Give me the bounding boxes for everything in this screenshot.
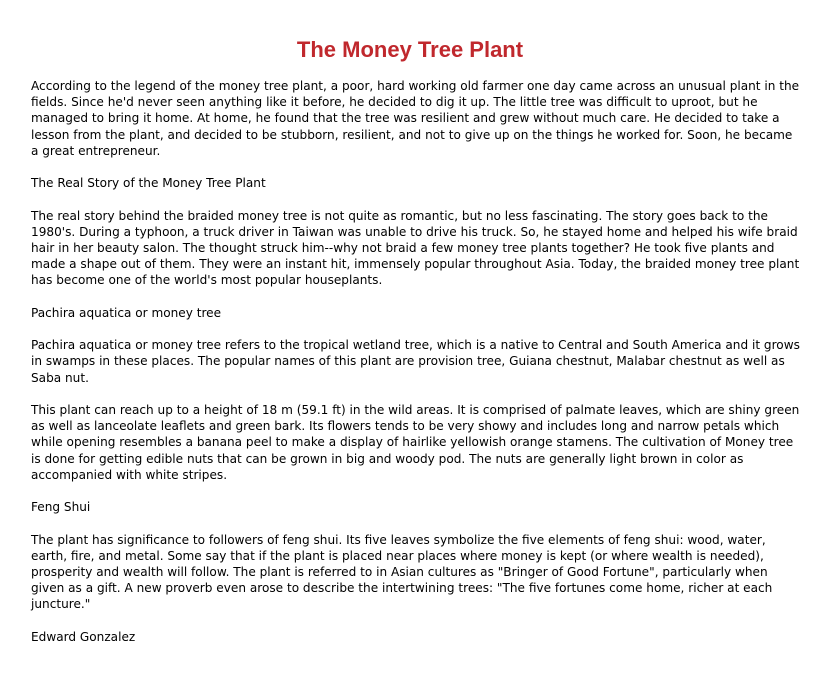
section-heading-feng-shui: Feng Shui (31, 500, 91, 515)
author-name: Edward Gonzalez (31, 629, 136, 644)
section-heading-pachira: Pachira aquatica or money tree (31, 305, 222, 320)
pachira-paragraph-1: Pachira aquatica or money tree refers to the tropical wetland tree, which is a native to Central and South America and it grows in swamps in these places. The popular names of this plant are provision tree, Guiana chestnut, Malabar chestnut as well as Saba nut. (31, 338, 800, 385)
pachira-paragraph-2: This plant can reach up to a height of 18 m (59.1 ft) in the wild areas. It is comprised of palmate leaves, which are shiny green as well as lanceolate leaflets and green bark. Its flowers tends to be very showy and includes long and narrow petals which while opening resembles a banana peel to make a display of hairlike yellowish orange stamens. The cultivation of Money tree is done for getting edible nuts that can be grown in big and woody pod. The nuts are generally light brown in color as accompanied with white stripes. (31, 402, 800, 482)
article-body (31, 78, 800, 645)
section-heading-real-story: The Real Story of the Money Tree Plant (31, 176, 266, 191)
feng-shui-paragraph: The plant has significance to followers of feng shui. Its five leaves symbolize the five elements of feng shui: wood, water, earth, fire, and metal. Some say that if the plant is placed near places where money is kept (or where wealth is needed), prosperity and wealth will follow. The plant is referred to in Asian cultures as "Bringer of Good Fortune", particularly when given as a gift. A new proverb even arose to describe the intertwining trees: "The five fortunes come home, richer at each juncture." (31, 532, 773, 612)
real-story-paragraph: The real story behind the braided money tree is not quite as romantic, but no less fascinating. The story goes back to the 1980's. During a typhoon, a truck driver in Taiwan was unable to drive his truck. So, he stayed home and helped his wife braid hair in her beauty salon. The thought struck him--why not braid a few money tree plants together? He took five plants and made a shape out of them. They were an instant hit, immensely popular throughout Asia. Today, the braided money tree plant has become one of the world's most popular houseplants. (31, 208, 800, 288)
intro-paragraph: According to the legend of the money tree plant, a poor, hard working old farmer one day came across an unusual plant in the fields. Since he'd never seen anything like it before, he decided to dig it up. The little tree was difficult to uproot, but he managed to bring it home. At home, he found that the tree was resilient and grew without much care. He decided to take a lesson from the plant, and decided to be stubborn, resilient, and not to give up on the things he worked for. Soon, he became a great entrepreneur. (31, 79, 800, 158)
page-title: The Money Tree Plant (296, 37, 524, 62)
